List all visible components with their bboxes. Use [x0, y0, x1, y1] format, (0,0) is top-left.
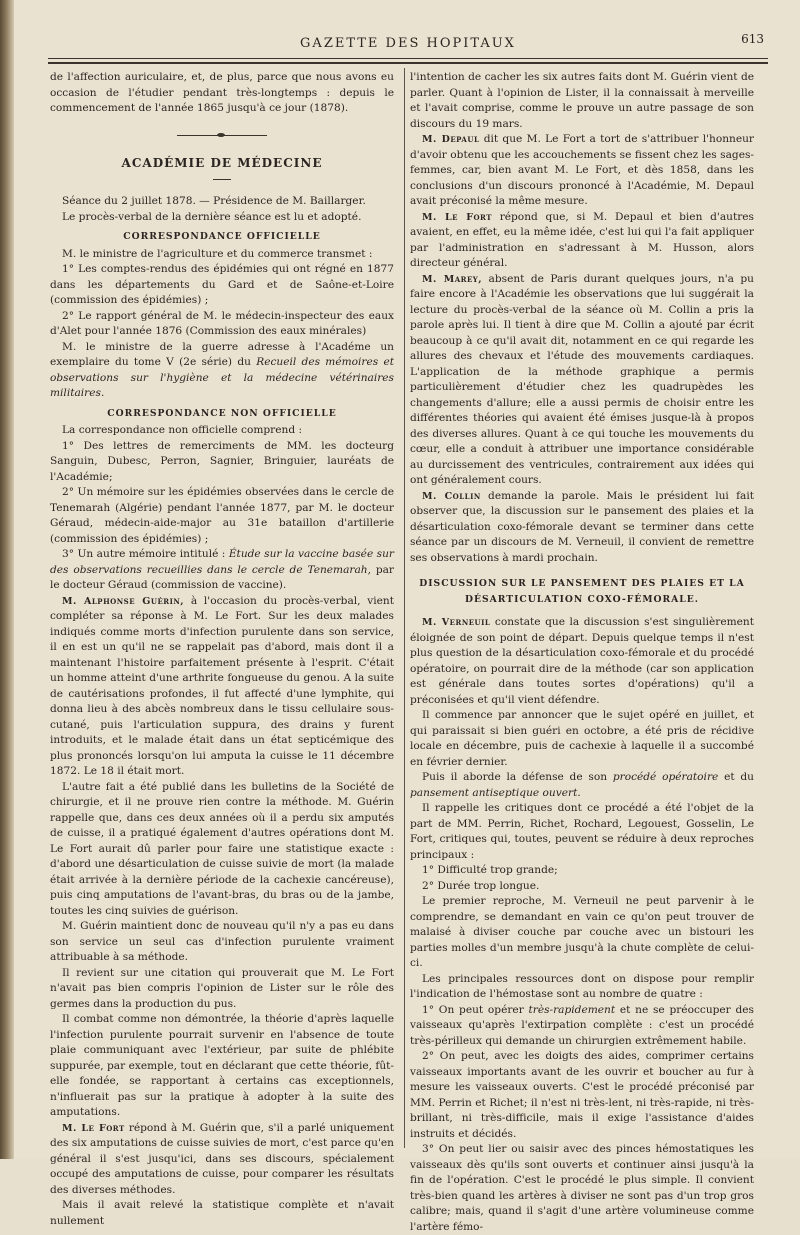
header-rule-thick [48, 62, 768, 64]
section-separator [177, 135, 267, 136]
speaker-name: M. Le Fort [62, 1122, 125, 1134]
italic-title: Étude sur la vaccine basée sur des observations recueillies dans le cercle de Tenemarah, [50, 548, 394, 576]
paragraph [410, 272, 754, 489]
text: par le docteur Géraud (commission de vaccine). [50, 563, 394, 591]
paragraph: Les principales ressources dont on dispose pour remplir l'indication de l'hémostase sont au nombre de quatre : [410, 972, 754, 1000]
spacer [410, 566, 754, 572]
list-item [410, 1003, 754, 1050]
paragraph [410, 210, 754, 272]
list-item: 2° Durée trop longue. [422, 879, 540, 892]
speaker-name: M. Depaul [422, 134, 480, 145]
page-binding-edge [0, 0, 14, 1159]
text: Puis il aborde la défense de son [422, 771, 613, 783]
left-column [50, 70, 394, 1229]
text: répond que, si M. Depaul et bien d'autres avaient, en effet, eu la même idée, c'est lui qui l'a fait appliquer par l'administration en s'adressant à M. Husson, alors directeur général. [410, 210, 754, 269]
paragraph: L'autre fait a été publié dans les bulletins de la Société de chirurgie, et il ne prouve rien contre la méthode. M. Guérin rappelle que, dans ces deux années où il a perdu six amputés de cuisse, il a pratiqué également d'autres opérations dont M. Le Fort aurait dû parler pour faire une statistique exacte : d'abord une désarticulation de cuisse suivie de mort (la malade était arrivée à la dernière période de la cachexie cancéreuse), puis cinq amputations de l'avant-bras, du bras ou de la jambe, toutes les cinq suivies de guérison. [50, 780, 394, 917]
subhead-discussion: DISCUSSION SUR LE PANSEMENT DES PLAIES ET LA DÉSARTICULATION COXO-FÉMORALE. [419, 578, 745, 605]
text: dit que M. Le Fort a tort de s'attribuer l'honneur d'avoir obtenu que les accouchements se fissent chez les sages-femmes, car, bien avant M. Le Fort, et dès 1858, dans les conclusions d'un discours prononcé à l'Académie, M. Depaul avait préconisé la même mesure. [410, 133, 754, 207]
text: constate que la discussion s'est singulièrement éloignée de son point de départ. Depuis quelque temps il n'est plus question de la désarticulation coxo-fémorale et du procédé opératoire, on pourrait dire de la méthode (car son application est générale dans toutes sortes d'opérations) qu'il a préconisées et qu'il vient défendre. [410, 616, 754, 706]
paragraph [50, 547, 394, 594]
speaker-name: M. Alphonse Guérin, [62, 595, 185, 607]
speaker-name: M. Verneuil [422, 617, 491, 628]
list-item: 1° Difficulté trop grande; [422, 864, 558, 876]
paragraph [50, 340, 394, 402]
italic-title: Recueil des mémoires et observations sur l'hygiène et la médecine vétérinaires militaires. [50, 356, 395, 399]
text: 1° On peut opérer [422, 1003, 529, 1016]
seance-line: Séance du 2 juillet 1878. — Présidence de M. Baillarger. [62, 195, 366, 207]
speaker-name: M. Le Fort [422, 211, 492, 223]
text: absent de Paris durant quelques jours, n'a pu faire encore à l'Académie les observations que lui suggérait la lecture du procès-verbal de la séance où M. Collin a pris la parole après lui. Il tient à dire que M. Collin a ajouté par écrit beaucoup à ce qu'il avait dit, notamment en ce qui regarde les allures des chevaux et l'étude des mouvements cardiaques. L'application de la méthode graphique a permis particulièrement d'étudier chez les quadrupèdes les changements d'allure; elle a aussi permis de choisir entre les différentes théories qui avaient été émises jusque-là à propos des diverses allures. Quant à ce qui touche les mouvements du cœur, elle a conduit à attribuer une importance considérable au durcissement des ventricules, contrairement aux idées qui ont généralement cours. [410, 272, 754, 486]
paragraph: Il combat comme non démontrée, la théorie d'après laquelle l'infection purulente pourrait survenir en l'absence de toute plaie communiquant avec l'extérieur, par suite de phlébite suppurée, par exemple, tout en déclarant que cette théorie, fût-elle fondée, se rapportant à certains cas exceptionnels, n'influerait pas sur la pratique à adopter à la suite des amputations. [50, 1013, 394, 1118]
text: et ne se préoccuper des vaisseaux qu'après l'extirpation complète : c'est un procédé très-périlleux qui demande un chirurgien extrêmement habile. [410, 1003, 754, 1047]
text: 3° Un autre mémoire intitulé : [62, 548, 229, 560]
speaker-name: M. Marey, [422, 273, 483, 285]
section-title: ACADÉMIE DE MÉDECINE [121, 155, 323, 170]
list-item: 3° On peut lier ou saisir avec des pinces hémostatiques les vaisseaux dès qu'ils sont ouverts et continuer ainsi jusqu'à la fin de l'opération. C'est le procédé le plus simple. Il convient très-bien quand les artères à diviser ne sont pas d'un trop gros calibre; mais, quand il s'agit d'une artère volumineuse comme l'artère fémo- [410, 1143, 754, 1233]
paragraph: 2° Le rapport général de M. le médecin-inspecteur des eaux d'Alet pour l'année 1876 (Commission des eaux minérales) [50, 309, 394, 337]
header-rule [48, 58, 768, 59]
paragraph: Il rappelle les critiques dont ce procédé a été l'objet de la part de MM. Perrin, Richet, Rochard, Legouest, Gosselin, Le Fort, critiques qui, toutes, peuvent se réduire à deux reproches principaux : [410, 802, 754, 861]
list-item: 2° On peut, avec les doigts des aides, comprimer certains vaisseaux importants avant de les ouvrir et boucher au fur à mesure les vaisseaux ouverts. C'est le procédé préconisé par MM. Perrin et Richet; il n'est ni très-lent, ni très-rapide, ni très-brillant, ni très-difficile, mais il exige l'assistance d'aides instruits et décidés. [410, 1050, 754, 1140]
paragraph [410, 770, 754, 801]
paragraph [410, 489, 754, 567]
text: demande la parole. Mais le président lui fait observer que, la discussion sur le pansement des plaies et la désarticulation coxo-fémorale devant se terminer dans cette séance par un discours de M. Verneuil, il convient de remettre ses observations à mardi prochain. [410, 489, 754, 564]
title-dash [213, 179, 231, 180]
paragraph: M. le ministre de l'agriculture et du commerce transmet : [62, 247, 373, 260]
paragraph [50, 1121, 394, 1199]
text: et du [718, 771, 754, 783]
paragraph [410, 132, 754, 210]
intro-paragraph: de l'affection auriculaire, et, de plus, parce que nous avons eu occasion de l'étudier pendant très-longtemps : depuis le commencement de l'année 1865 jusqu'à ce jour (1878). [50, 71, 394, 114]
paragraph: Le premier reproche, M. Verneuil ne peut parvenir à le comprendre, se demandant en vain ce qu'on peut trouver de malaisé à diviser couche par couche avec un bistouri les parties molles d'un membre jusqu'à la chute complète de celui-ci. [410, 895, 754, 969]
paragraph: l'intention de cacher les six autres faits dont M. Guérin vient de parler. Quant à l'opinion de Lister, il la connaissait à merveille et l'avait comprise, comme le prouve un autre passage de son discours du 19 mars. [410, 71, 754, 130]
text: M. le ministre de la guerre adresse à l'Académe un exemplaire du tome V (2e série) du [50, 340, 394, 368]
right-column [410, 70, 754, 1235]
subhead-correspondance-non-officielle: CORRESPONDANCE NON OFFICIELLE [107, 407, 337, 419]
page-number: 613 [741, 32, 764, 46]
column-divider [404, 68, 405, 1148]
italic-phrase: procédé opératoire [612, 771, 719, 783]
paragraph: Il revient sur une citation qui prouverait que M. Le Fort n'avait pas bien compris l'opinion de Lister sur le rôle des germes dans la production du pus. [50, 966, 394, 1010]
paragraph: Il commence par annoncer que le sujet opéré en juillet, et qui paraissait si bien guéri en octobre, a été pris de récidive locale en décembre, puis de cachexie à laquelle il a succombé en février dernier. [410, 709, 754, 768]
paragraph [50, 594, 394, 780]
subhead-correspondance-officielle: CORRESPONDANCE OFFICIELLE [123, 231, 321, 242]
text: à l'occasion du procès-verbal, vient compléter sa réponse à M. Le Fort. Sur les deux malades indiqués comme morts d'infection purulente dans son service, il en est un qu'il ne se rappelait pas d'abord, mais dont il a maintenant l'histoire parfaitement présente à l'esprit. C'était un homme atteint d'une arthrite fongueuse du genou. A la suite de cautérisations profondes, il fut affecté d'une lymphite, qui donna lieu à des abcès nombreux dans le tissu cellulaire sous-cutané, puis l'articulation suppura, des drains y furent introduits, et le malade était dans un état septicémique des plus prononcés lorsqu'on lui amputa la cuisse le 11 décembre 1872. Le 18 il était mort. [50, 594, 394, 777]
paragraph: 1° Des lettres de remerciments de MM. les docteurg Sanguin, Dubesc, Perron, Sagnier, Bringuier, lauréats de l'Académie; [50, 439, 394, 483]
text: répond à M. Guérin que, s'il a parlé uniquement des six amputations de cuisse suivies de mort, c'est parce qu'en général il s'est jusqu'ici, dans ses discours, spécialement occupé des amputations de cuisse, pour comparer les résultats des diverses méthodes. [50, 1121, 394, 1196]
speaker-name: M. Collin [422, 490, 481, 502]
paragraph: 2° Un mémoire sur les épidémies observées dans le cercle de Tenemarah (Algérie) pendant l'année 1877, par M. le docteur Géraud, médecin-aide-major au 31e bataillon d'artillerie (commission des épidémies) ; [50, 486, 394, 545]
italic-phrase: pansement antiseptique ouvert. [410, 786, 581, 799]
italic-phrase: très-rapidement [528, 1003, 616, 1016]
paragraph: 1° Les comptes-rendus des épidémies qui ont régné en 1877 dans les départements du Gard et de Saône-et-Loire (commission des épidémies) ; [50, 263, 394, 306]
page-header [48, 32, 768, 56]
paragraph: La correspondance non officielle comprend : [62, 424, 303, 436]
journal-title: GAZETTE DES HOPITAUX [300, 36, 516, 51]
paragraph: M. Guérin maintient donc de nouveau qu'il n'y a pas eu dans son service un seul cas d'infection purulente vraiment attribuable à sa méthode. [50, 920, 394, 963]
paragraph: Mais il avait relevé la statistique complète et n'avait nullement [50, 1199, 394, 1227]
proces-verbal-line: Le procès-verbal de la dernière séance est lu et adopté. [62, 210, 362, 223]
paragraph [410, 615, 754, 708]
